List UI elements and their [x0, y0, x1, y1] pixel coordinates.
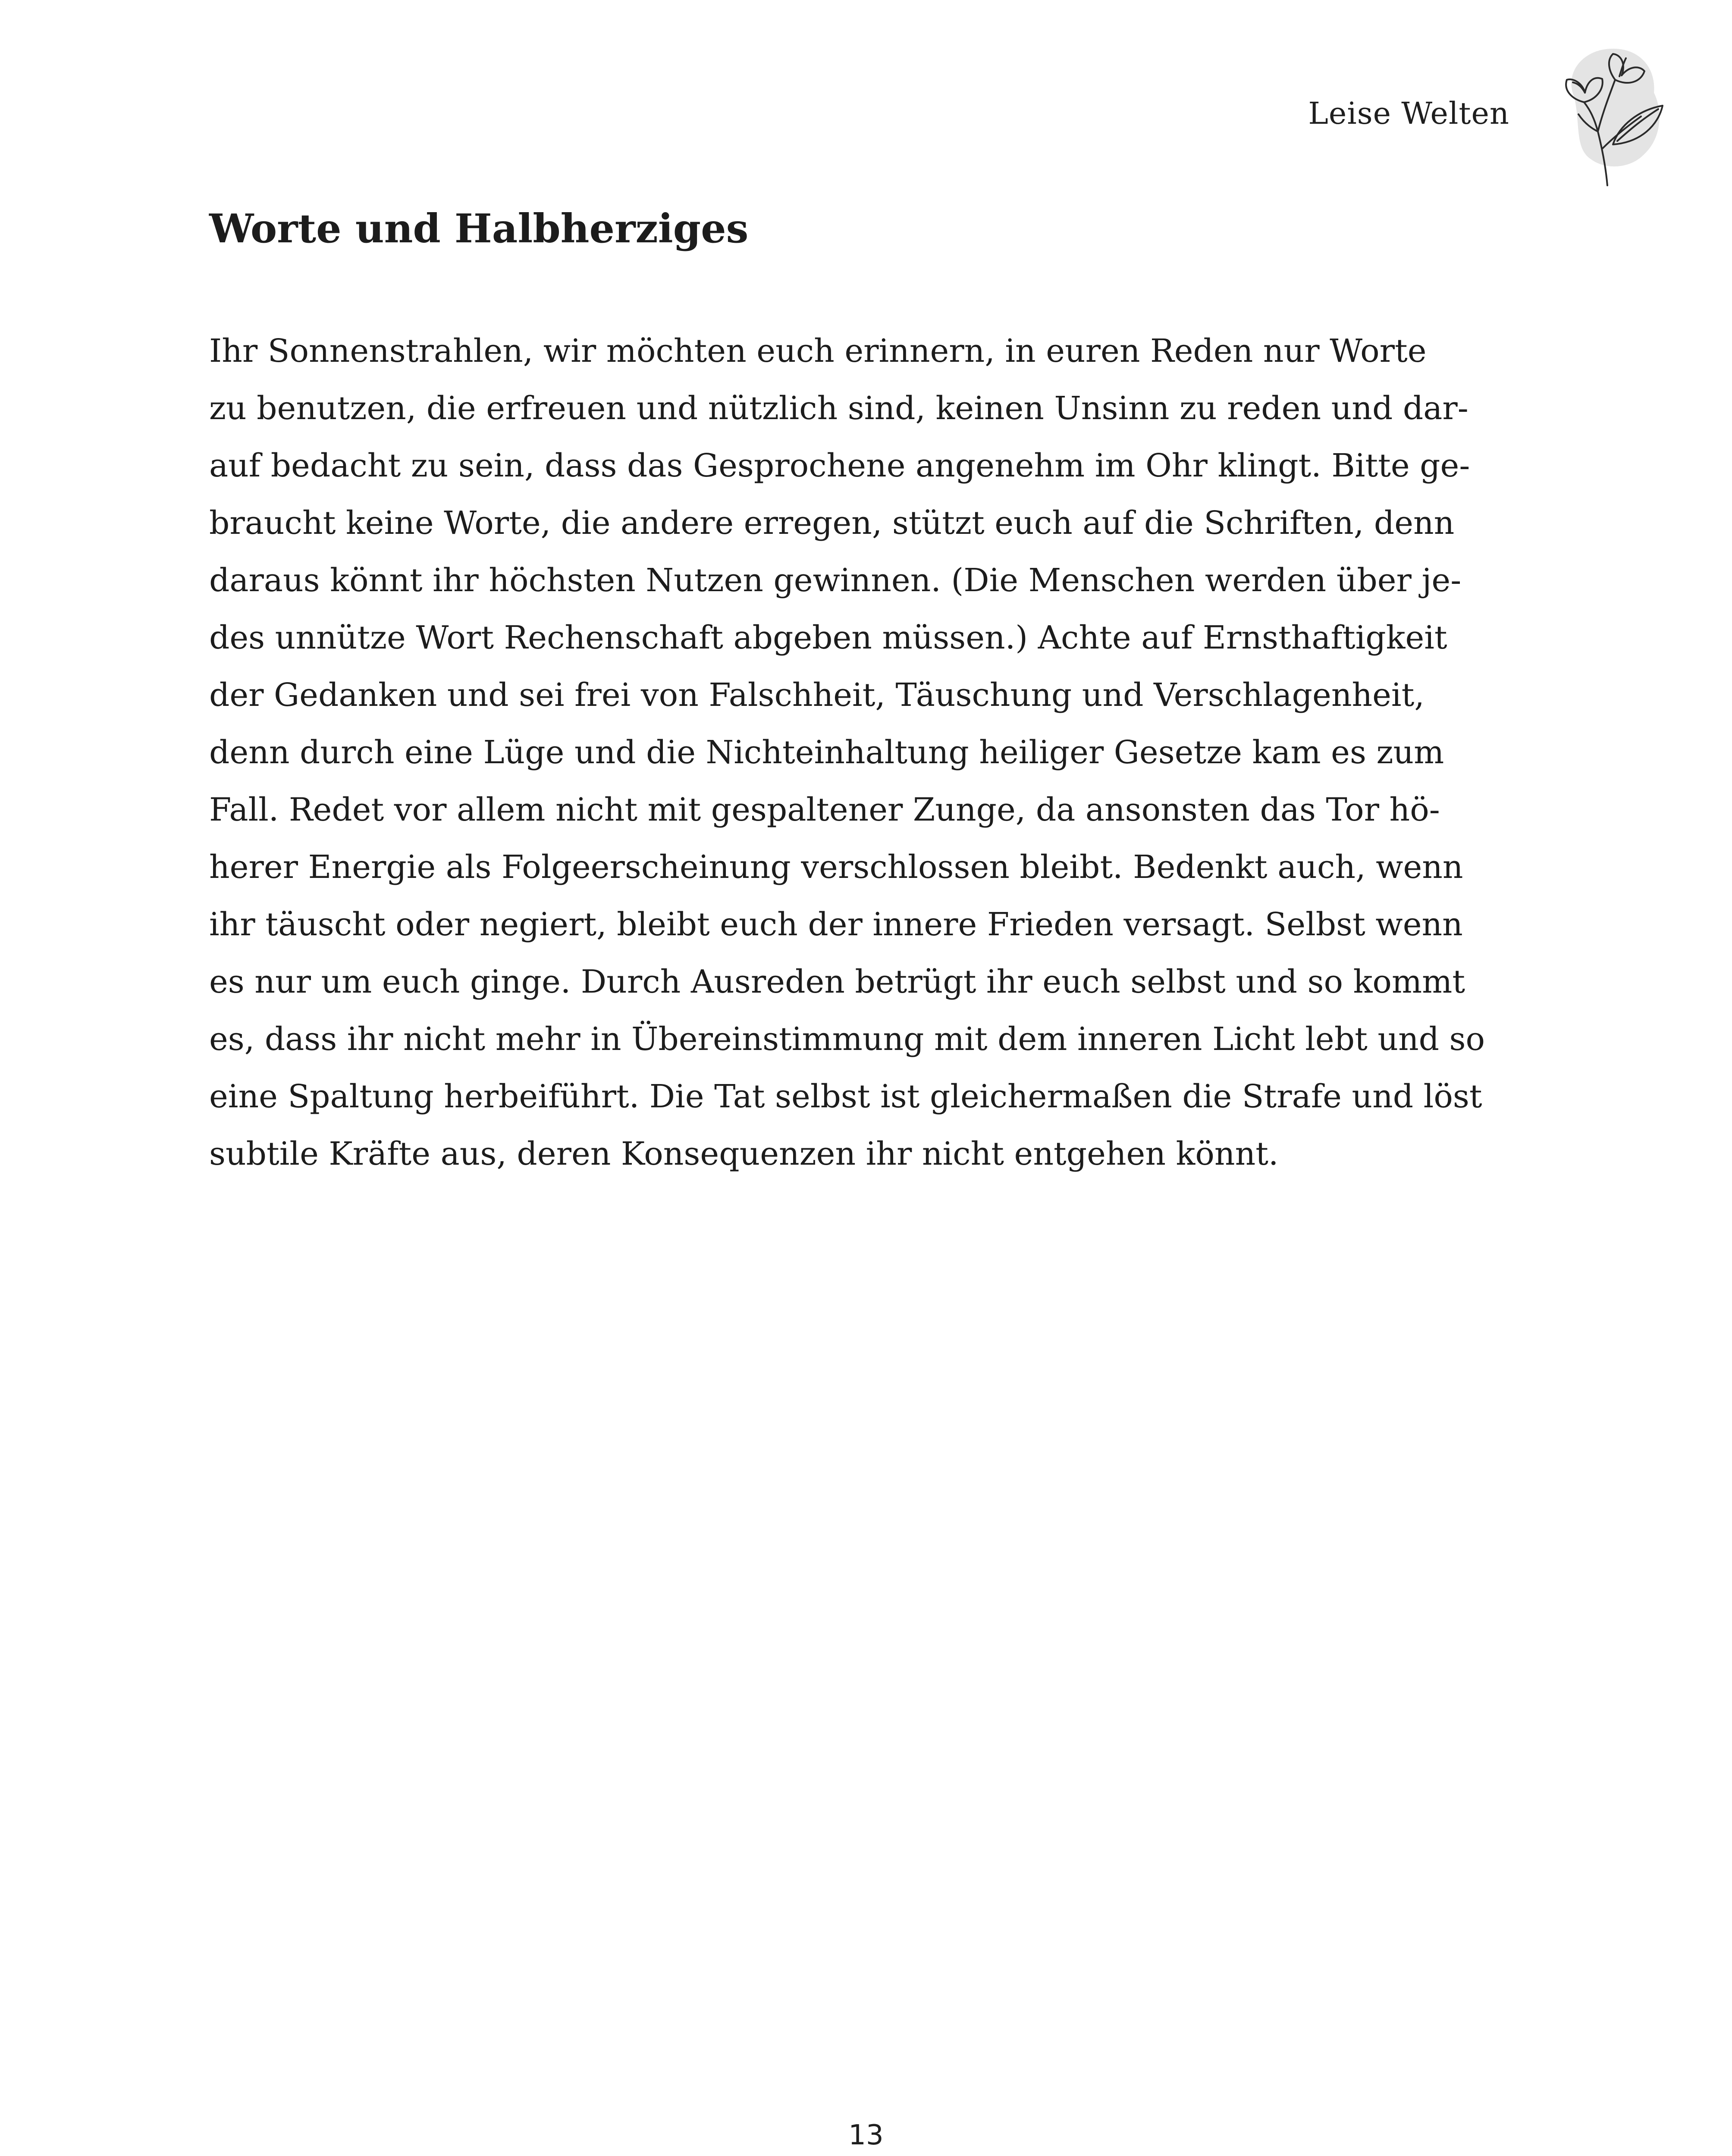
page-number: 13 [848, 2119, 884, 2151]
body-text-line: der Gedanken und sei frei von Falschheit, Täuschung und Verschlagenheit, [209, 677, 1425, 714]
body-text-line: auf bedacht zu sein, dass das Gesprochene angenehm im Ohr klingt. Bitte ge- [209, 447, 1470, 484]
chapter-title: Worte und Halbherziges [209, 205, 749, 252]
body-text-line: des unnütze Wort Rechenschaft abgeben müssen.) Achte auf Ernsthaftigkeit [209, 619, 1447, 656]
body-text-line: daraus könnt ihr höchsten Nutzen gewinnen. (Die Menschen werden über je- [209, 562, 1462, 599]
body-text-line: Ihr Sonnenstrahlen, wir möchten euch erinnern, in euren Reden nur Worte [209, 332, 1427, 370]
flower-line-art-icon [1533, 45, 1688, 192]
body-text-line: Fall. Redet vor allem nicht mit gespaltener Zunge, da ansonsten das Tor hö- [209, 791, 1440, 828]
ornament-blob [1571, 49, 1659, 166]
body-text-line: denn durch eine Lüge und die Nichteinhaltung heiliger Gesetze kam es zum [209, 734, 1444, 771]
running-header: Leise Welten [1308, 96, 1509, 131]
body-text-line: es nur um euch ginge. Durch Ausreden betrügt ihr euch selbst und so kommt [209, 963, 1465, 1000]
body-text-line: herer Energie als Folgeerscheinung verschlossen bleibt. Bedenkt auch, wenn [209, 849, 1463, 886]
body-text-line: es, dass ihr nicht mehr in Übereinstimmung mit dem inneren Licht lebt und so [209, 1021, 1485, 1058]
body-text-line: braucht keine Worte, die andere erregen, stützt euch auf die Schriften, denn [209, 505, 1455, 542]
body-paragraph [209, 323, 1568, 1183]
body-text-line: subtile Kräfte aus, deren Konsequenzen ihr nicht entgehen könnt. [209, 1135, 1279, 1172]
body-text-line: ihr täuscht oder negiert, bleibt euch der innere Frieden versagt. Selbst wenn [209, 906, 1463, 943]
body-text-line: eine Spaltung herbeiführt. Die Tat selbst ist gleichermaßen die Strafe und löst [209, 1078, 1482, 1115]
body-text-line: zu benutzen, die erfreuen und nützlich sind, keinen Unsinn zu reden und dar- [209, 390, 1468, 427]
